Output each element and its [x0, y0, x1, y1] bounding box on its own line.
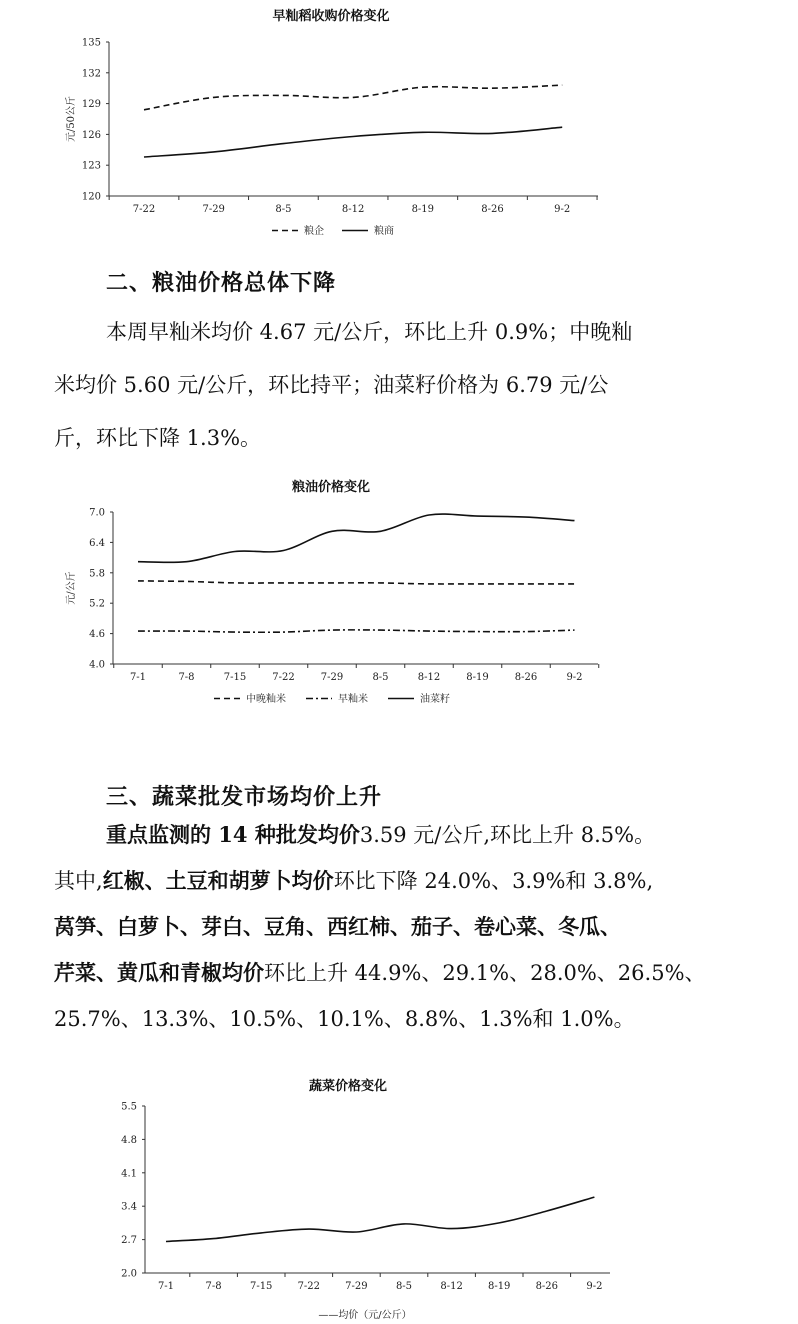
y-tick-label: 4.1 [121, 1168, 137, 1180]
x-tick-label: 8-5 [372, 672, 389, 683]
x-tick-label: 7-1 [157, 1281, 175, 1292]
section3-p2-bold: 红椒、土豆和胡萝卜均价 [102, 868, 334, 893]
chart-early-rice-purchase [0, 0, 798, 245]
chart-vegetables-svg [0, 1065, 798, 1324]
x-tick-label: 7-8 [205, 1281, 222, 1292]
x-tick-label: 8-19 [466, 672, 489, 683]
y-axis-label: 元/50公斤 [66, 95, 77, 143]
y-tick-label: 5.5 [121, 1101, 137, 1113]
series-line-2 [138, 514, 575, 562]
x-tick-label: 7-15 [249, 1281, 273, 1292]
chart-title: 蔬菜价格变化 [308, 1079, 388, 1094]
legend-label-2: 油菜籽 [420, 694, 450, 705]
section2-line3: 斤，环比下降 1.3%。 [54, 426, 262, 450]
x-tick-label: 9-2 [554, 204, 571, 215]
x-tick-label: 8-12 [440, 1281, 463, 1292]
x-tick-label: 7-8 [178, 672, 195, 683]
y-tick-label: 123 [81, 160, 101, 172]
x-tick-label: 7-15 [223, 672, 247, 683]
legend-label-1: 早籼米 [338, 694, 368, 705]
chart-title: 粮油价格变化 [291, 480, 371, 495]
chart-vegetables [0, 1065, 798, 1324]
x-tick-label: 8-12 [341, 204, 365, 215]
y-tick-label: 4.0 [89, 659, 105, 671]
x-tick-label: 7-1 [129, 672, 147, 683]
y-tick-label: 6.4 [89, 537, 105, 549]
y-tick-label: 3.4 [121, 1201, 137, 1213]
section3-p4-bold: 芹菜、黄瓜和青椒均价 [54, 960, 264, 985]
y-axis-label: 元/公斤 [66, 571, 77, 605]
section3-heading: 三、蔬菜批发市场均价上升 [106, 785, 383, 810]
section2-paragraph [54, 306, 770, 465]
x-tick-label: 8-19 [487, 1281, 511, 1292]
chart-title: 早籼稻收购价格变化 [272, 9, 390, 24]
section3-p4-rest: 环比上升 44.9%、29.1%、28.0%、26.5%、 [264, 961, 706, 985]
x-tick-label: 8-5 [275, 204, 292, 215]
y-tick-label: 129 [81, 99, 101, 111]
series-line-0 [144, 85, 562, 110]
section3-p3-bold: 莴笋、白萝卜、芽白、豆角、西红柿、茄子、卷心菜、冬瓜、 [54, 914, 621, 939]
x-tick-label: 7-22 [297, 1281, 321, 1292]
section2-heading: 二、粮油价格总体下降 [106, 271, 337, 296]
y-tick-label: 2.0 [121, 1268, 137, 1280]
x-tick-label: 7-29 [345, 1281, 368, 1292]
x-tick-label: 9-2 [566, 672, 583, 683]
x-tick-label: 8-26 [514, 672, 538, 683]
series-line-0 [138, 581, 575, 584]
series-line-1 [144, 127, 562, 157]
section3-p2-b: 环比下降 24.0%、3.9%和 3.8%, [333, 869, 654, 893]
series-line-0 [166, 1197, 594, 1241]
section3-paragraph [54, 812, 770, 1042]
chart-grain-oil [0, 470, 798, 720]
x-tick-label: 8-26 [481, 204, 504, 215]
y-tick-label: 4.8 [121, 1134, 137, 1146]
legend-label-0: 中晚籼米 [246, 694, 286, 705]
legend-label-0: 粮企 [304, 226, 324, 237]
legend-label: ——均价（元/公斤） [318, 1310, 412, 1321]
series-line-1 [138, 630, 575, 632]
y-tick-label: 5.2 [89, 598, 105, 610]
legend-label-1: 粮商 [374, 226, 394, 237]
section3-p1-bold: 重点监测的 14 种批发均价 [106, 822, 360, 847]
y-tick-label: 135 [81, 37, 101, 49]
x-tick-label: 9-2 [586, 1281, 603, 1292]
y-tick-label: 2.7 [121, 1235, 137, 1247]
x-tick-label: 8-12 [417, 672, 441, 683]
y-tick-label: 7.0 [89, 507, 105, 519]
x-tick-label: 8-19 [411, 204, 435, 215]
y-tick-label: 4.6 [89, 629, 105, 641]
chart-grain-oil-svg [0, 470, 798, 720]
section2-line2: 米均价 5.60 元/公斤，环比持平；油菜籽价格为 6.79 元/公 [54, 373, 609, 397]
section3-p1-rest: 3.59 元/公斤,环比上升 8.5%。 [359, 823, 656, 847]
x-tick-label: 7-22 [132, 204, 156, 215]
y-tick-label: 5.8 [89, 568, 105, 580]
y-tick-label: 126 [81, 129, 101, 141]
x-tick-label: 7-29 [202, 204, 225, 215]
x-tick-label: 8-26 [535, 1281, 559, 1292]
x-tick-label: 7-22 [272, 672, 295, 683]
y-tick-label: 120 [81, 191, 101, 203]
x-tick-label: 7-29 [320, 672, 344, 683]
chart-early-rice-svg [0, 0, 798, 245]
section2-line1: 本周早籼米均价 4.67 元/公斤，环比上升 0.9%；中晚籼 [106, 320, 633, 344]
section3-p5: 25.7%、13.3%、10.5%、10.1%、8.8%、1.3%和 1.0%。 [54, 1007, 635, 1031]
y-tick-label: 132 [81, 68, 101, 80]
section3-p2-a: 其中, [54, 869, 103, 893]
x-tick-label: 8-5 [395, 1281, 413, 1292]
